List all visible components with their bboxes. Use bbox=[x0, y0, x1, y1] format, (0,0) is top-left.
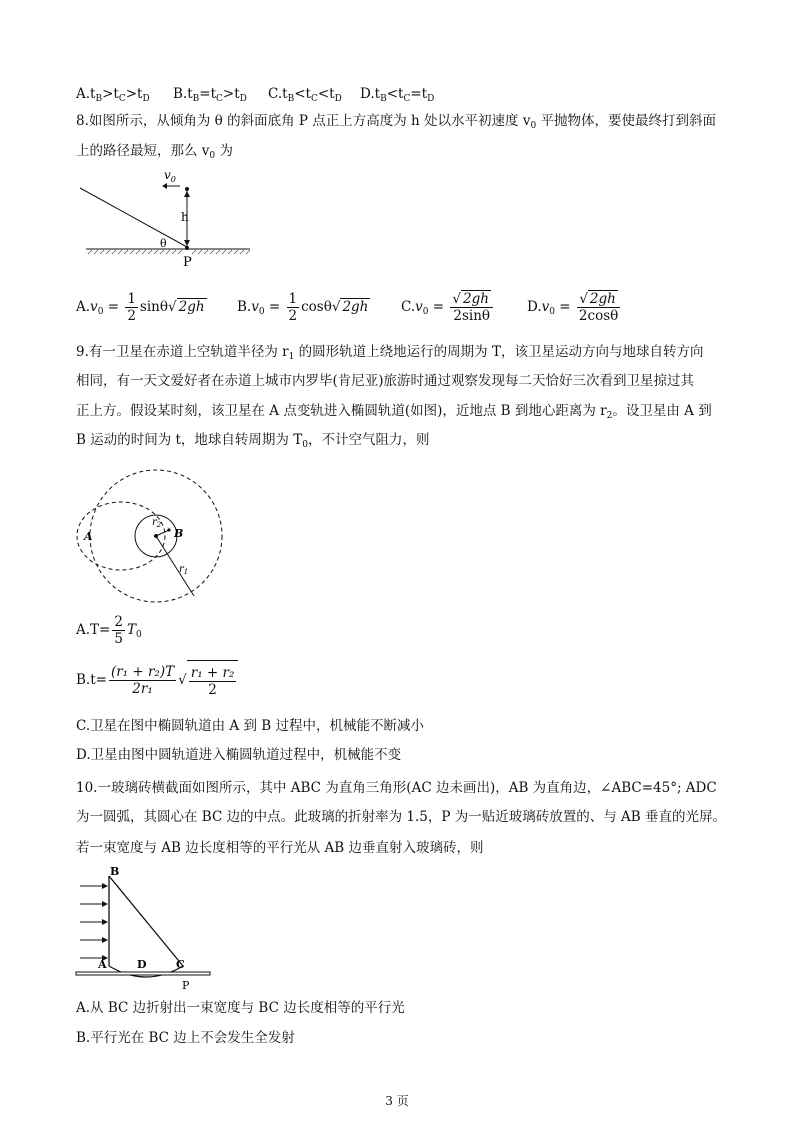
q7-option-a: $A.t_B>t_C>t_D$ bbox=[76, 86, 150, 104]
q10-line-1: 10.一玻璃砖横截面如图所示，其中 ABC 为直角三角形(AC 边未画出)，AB 为直角边，∠ABC=45°; ADC bbox=[76, 780, 717, 796]
label-d: D bbox=[137, 958, 147, 971]
q8-line-1: 8.如图所示，从倾角为 θ 的斜面底角 P 点正上方高度为 h 处以水平初速度 $v_0$ 平抛物体，要使最终打到斜面 bbox=[76, 113, 716, 131]
q10-line-2: 为一圆弧，其圆心在 BC 边的中点。此玻璃的折射率为 1.5，P 为一贴近玻璃砖放置的、与 AB 垂直的光屏。 bbox=[76, 809, 726, 825]
q8-figure bbox=[80, 168, 270, 272]
q7-option-b: $B.t_B=t_C>t_D$ bbox=[173, 86, 247, 104]
label-p: P bbox=[183, 255, 192, 270]
label-r2: $r_2$ bbox=[152, 517, 162, 529]
q7-option-d: $D.t_B<t_C=t_D$ bbox=[360, 86, 435, 104]
q9-option-a: A.T= $\frac{2}{5}$ $T_0$ bbox=[76, 614, 142, 647]
label-v0: $v_0$ bbox=[164, 168, 176, 184]
q10-line-3: 若一束宽度与 AB 边长度相等的平行光从 AB 边垂直射入玻璃砖，则 bbox=[76, 840, 484, 856]
velocity-arrow-head-icon bbox=[162, 183, 167, 189]
q9-line-1: 9.有一卫星在赤道上空轨道半径为 $r_1$ 的圆形轨道上绕地运行的周期为 T，该卫星运动方向与地球自转方向 bbox=[76, 344, 704, 362]
height-arrow-bottom-icon bbox=[184, 240, 190, 246]
launch-point bbox=[185, 187, 189, 191]
q8-option-c: $C.v_0$ = $\frac{√ 2gh}{2\sin\theta}$ bbox=[401, 289, 495, 330]
q10-figure bbox=[72, 864, 222, 992]
point-b-dot bbox=[167, 528, 170, 531]
label-r1: $r_1$ bbox=[179, 564, 189, 576]
label-b: B bbox=[110, 865, 120, 878]
screen-p bbox=[76, 972, 210, 975]
q9-figure bbox=[76, 460, 236, 608]
edge-bc bbox=[109, 876, 183, 966]
q8-line-2: 上的路径最短，那么 $v_0$ 为 bbox=[76, 143, 233, 161]
page-footer: 3 页 bbox=[385, 1094, 409, 1108]
ray-arrow-heads-icon bbox=[102, 883, 108, 961]
q9-line-4: B 运动的时间为 t，地球自转周期为 $T_0$，不计空气阻力，则 bbox=[76, 432, 430, 450]
radius-r2-line bbox=[156, 530, 169, 536]
q8-option-a: $A.v_0$ = $\frac{1}{2}$ sinθ√ 2gh bbox=[76, 291, 205, 324]
incline-surface bbox=[80, 188, 187, 247]
label-theta: θ bbox=[160, 237, 167, 250]
label-c: C bbox=[176, 958, 185, 971]
label-p: P bbox=[182, 979, 190, 992]
label-a: A bbox=[98, 958, 107, 971]
label-b: B bbox=[174, 527, 184, 540]
q10-option-b: B.平行光在 BC 边上不会发生全发射 bbox=[76, 1030, 295, 1046]
q9-option-b: B.t= $\frac{\text{(r₁ + r₂)T}}{\text{2r₁}}$ √ $\frac{\text{r₁ + r₂}}{2}$ bbox=[76, 660, 238, 701]
height-arrow-top-icon bbox=[184, 191, 190, 197]
q9-line-3: 正上方。假设某时刻，该卫星在 A 点变轨进入椭圆轨道(如图)，近地点 B 到地心距离为 $r_2$。设卫星由 A 到 bbox=[76, 403, 712, 421]
q8-option-d: $D.v_0$ = $\frac{√ 2gh}{2\cos\theta}$ bbox=[527, 291, 619, 324]
q9-line-2: 相同，有一天文爱好者在赤道上城市内罗毕(肯尼亚)旅游时通过观察发现每二天恰好三次看到卫星掠过其 bbox=[76, 373, 695, 389]
q8-option-b: $B.v_0$ = $\frac{1}{2}$ cosθ√ 2gh bbox=[237, 291, 369, 324]
q7-option-c: $C.t_B<t_C<t_D$ bbox=[268, 86, 342, 104]
q9-option-d: D.卫星由图中圆轨道进入椭圆轨道过程中，机械能不变 bbox=[76, 747, 402, 763]
point-p-dot bbox=[185, 246, 189, 250]
q10-option-a: A.从 BC 边折射出一束宽度与 BC 边长度相等的平行光 bbox=[76, 1000, 405, 1016]
label-h: h bbox=[181, 210, 189, 224]
label-a: A bbox=[84, 530, 93, 543]
ground-hatching bbox=[88, 250, 250, 254]
q9-option-c: C.卫星在图中椭圆轨道由 A 到 B 过程中，机械能不断减小 bbox=[76, 718, 424, 734]
